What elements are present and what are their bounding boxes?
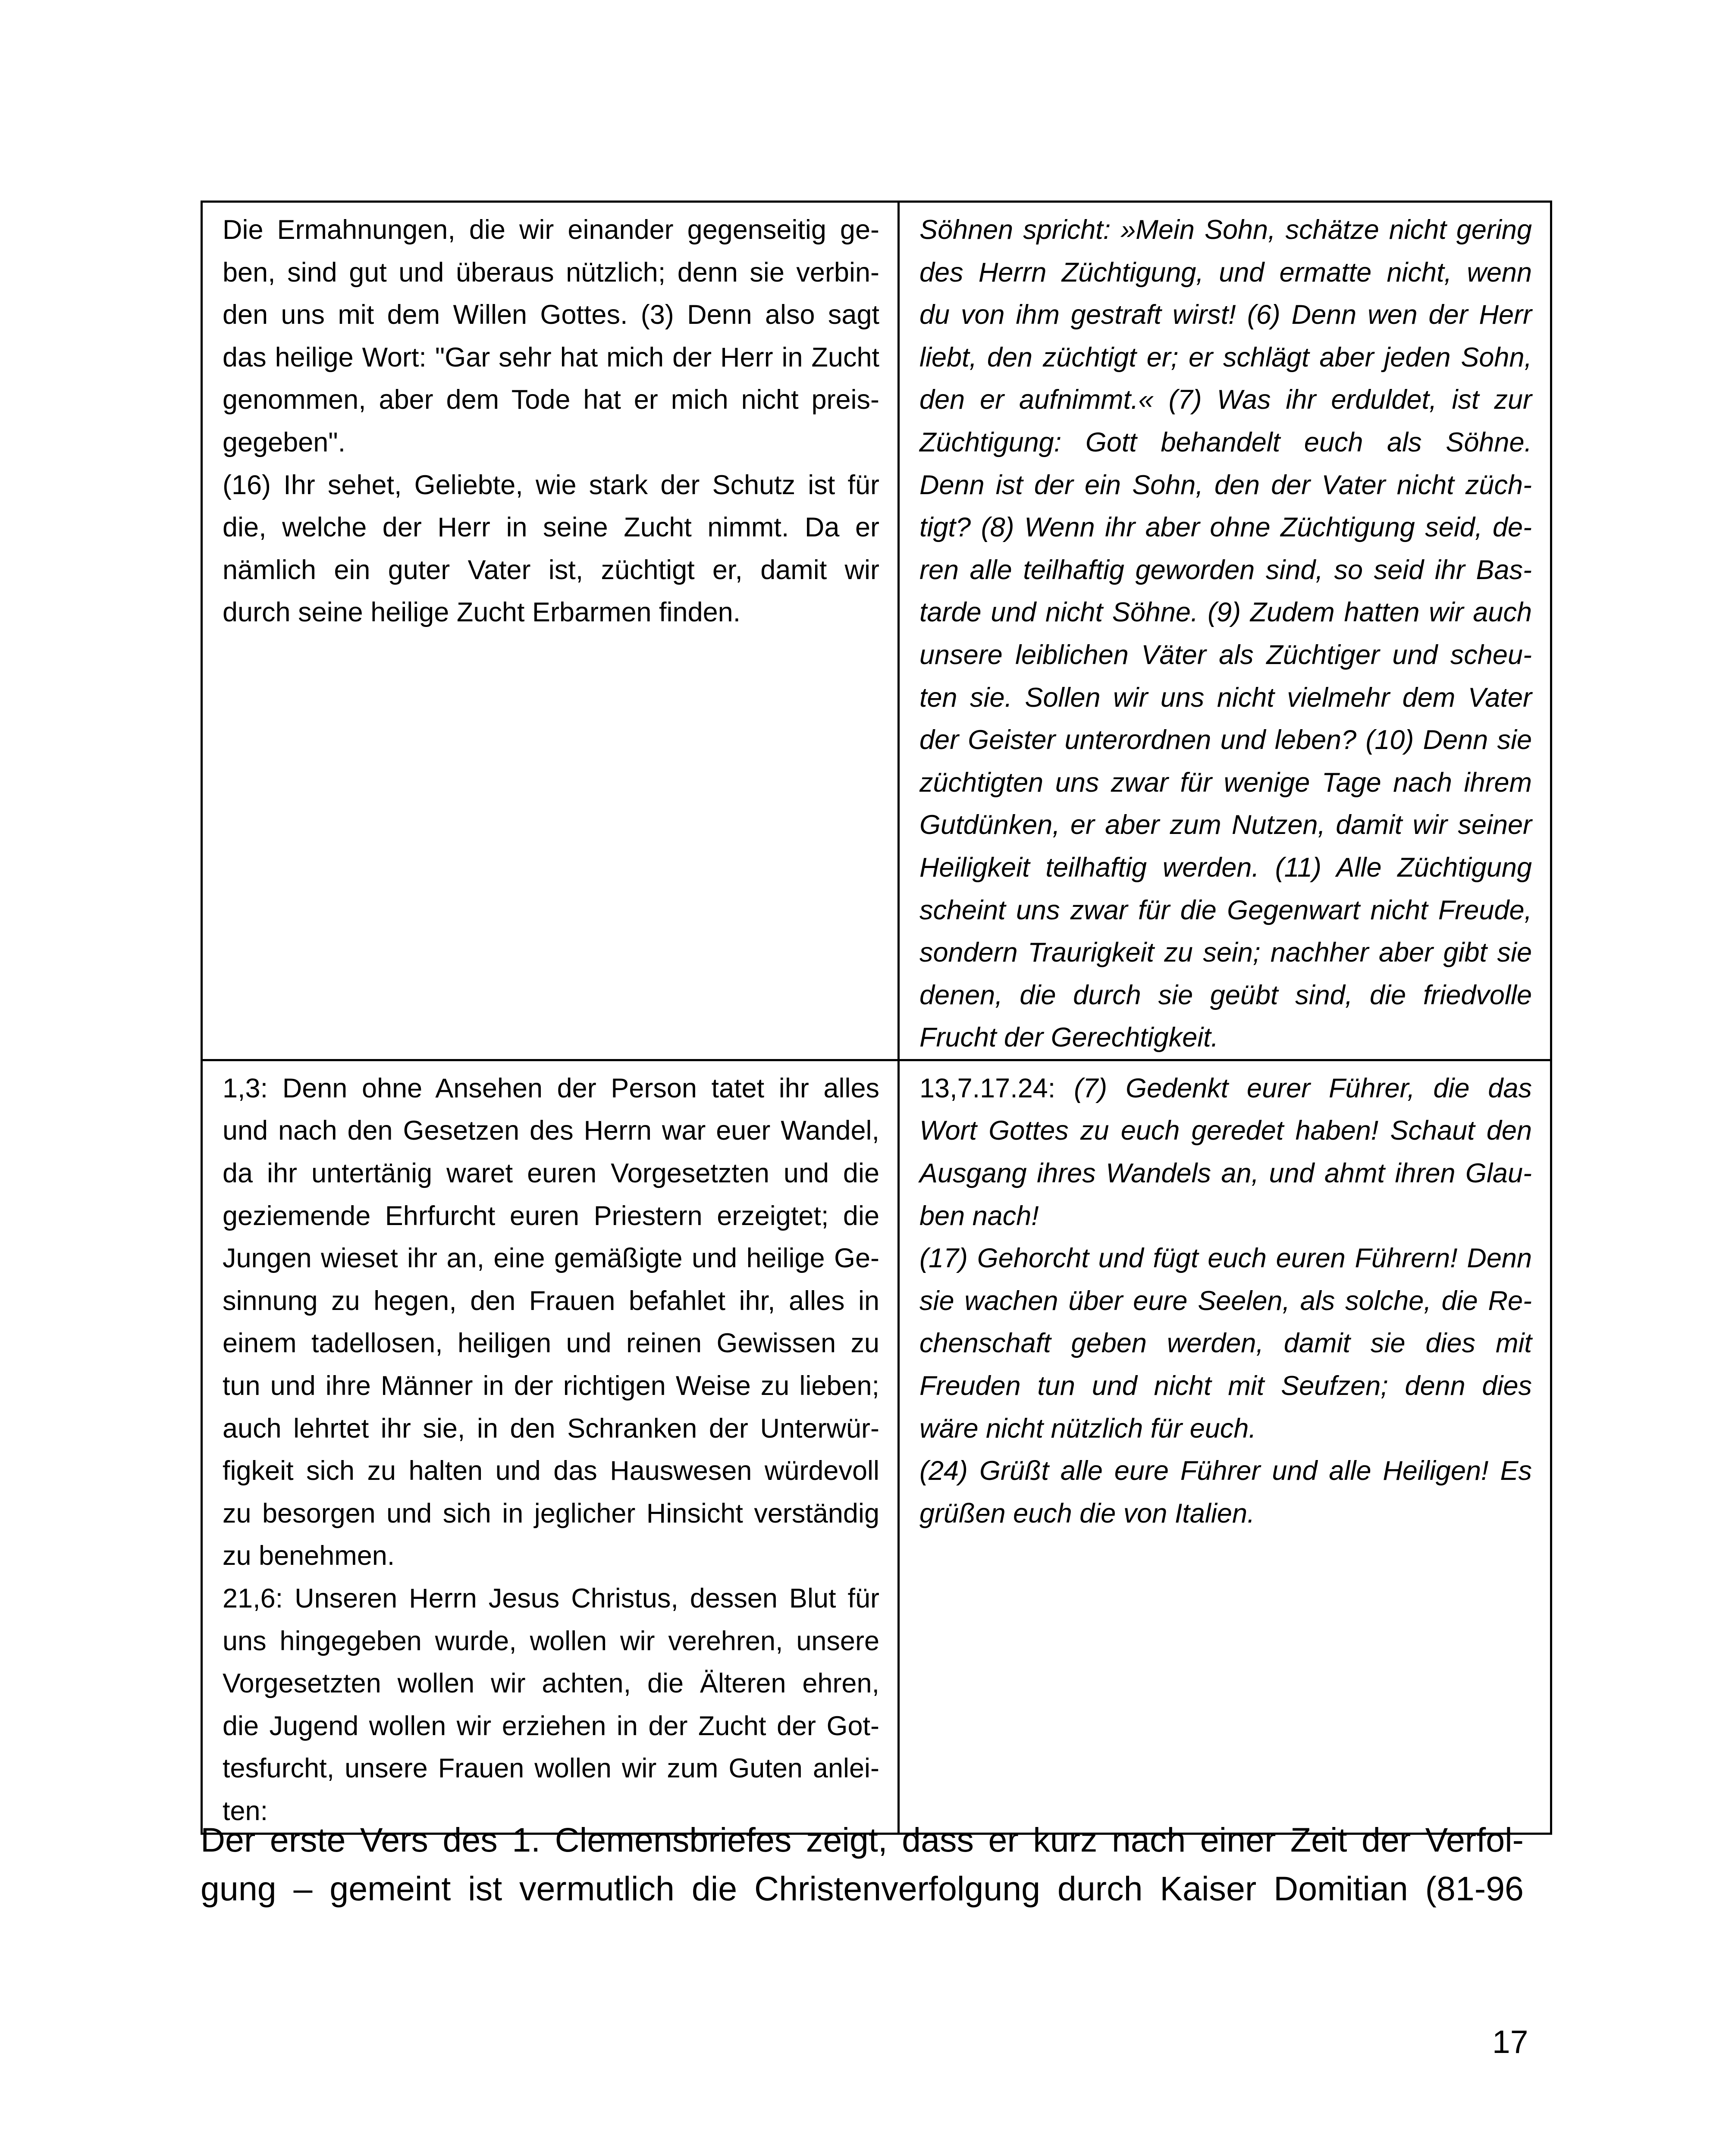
hebrews-text-cell [899, 202, 1551, 1060]
text-line: ben nach! [919, 1200, 1039, 1231]
text-line: den uns mit dem Willen Gottes. (3) Denn also sagt [223, 300, 879, 330]
text-line [919, 1067, 1532, 1110]
text-line: das heilige Wort: "Gar sehr hat mich der Herr in Zucht [223, 342, 879, 373]
text-line: Die Ermahnungen, die wir einander gegenseitig ge- [223, 215, 879, 245]
text-line: ren alle teilhaftig geworden sind, so seid ihr Bas- [919, 555, 1532, 585]
text-line: ten sie. Sollen wir uns nicht vielmehr dem Vater [919, 682, 1532, 713]
text-line: Vorgesetzten wollen wir achten, die Älteren ehren, [223, 1668, 879, 1699]
text-line: Söhnen spricht: »Mein Sohn, schätze nicht gering [919, 215, 1532, 245]
text-line: grüßen euch die von Italien. [919, 1498, 1255, 1529]
text-line: (17) Gehorcht und fügt euch euren Führern! Denn [919, 1243, 1532, 1274]
text-line: Gutdünken, er aber zum Nutzen, damit wir seiner [919, 810, 1532, 840]
text-line: Züchtigung: Gott behandelt euch als Söhne. [919, 427, 1532, 458]
text-line: (16) Ihr sehet, Geliebte, wie stark der Schutz ist für [223, 470, 879, 500]
text-line: die Jugend wollen wir erziehen in der Zucht der Got- [223, 1711, 879, 1741]
text-line: zu besorgen und sich in jeglicher Hinsicht verständig [223, 1498, 879, 1529]
text-line: zu benehmen. [223, 1541, 395, 1571]
text-line: du von ihm gestraft wirst! (6) Denn wen der Herr [919, 300, 1532, 330]
clement-text-cell [202, 202, 899, 1060]
text-line: die, welche der Herr in seine Zucht nimmt. Da er [223, 512, 879, 543]
text-line: sinnung zu hegen, den Frauen befahlet ihr, alles in [223, 1285, 879, 1316]
text-line: des Herrn Züchtigung, und ermatte nicht, wenn [919, 257, 1532, 288]
text-line: Ausgang ihres Wandels an, und ahmt ihren Glau- [919, 1158, 1532, 1189]
text-line: unsere leiblichen Väter als Züchtiger und scheu- [919, 639, 1532, 670]
text-line: nämlich ein guter Vater ist, züchtigt er, damit wir [223, 555, 879, 585]
verse-reference: 13,7.17.24: [919, 1073, 1056, 1103]
text-line: sie wachen über eure Seelen, als solche, die Re- [919, 1285, 1532, 1316]
page-number: 17 [1492, 2024, 1528, 2060]
text-line: genommen, aber dem Tode hat er mich nicht preis- [223, 385, 879, 415]
text-line: uns hingegeben wurde, wollen wir verehren, unsere [223, 1626, 879, 1656]
text-line: gegeben". [223, 427, 346, 458]
text-line: Wort Gottes zu euch geredet haben! Schaut den [919, 1116, 1532, 1146]
text-line: züchtigten uns zwar für wenige Tage nach ihrem [919, 767, 1532, 798]
text-line: wäre nicht nützlich für euch. [919, 1413, 1256, 1444]
text-line: gung – gemeint ist vermutlich die Christenverfolgung durch Kaiser Domitian (81-96 [201, 1869, 1524, 1908]
text-line: und nach den Gesetzen des Herrn war euer Wandel, [223, 1116, 879, 1146]
text-line: Der erste Vers des 1. Clemensbriefes zeigt, dass er kurz nach einer Zeit der Verfol- [201, 1821, 1524, 1859]
text-line: liebt, den züchtigt er; er schlägt aber jeden Sohn, [919, 342, 1532, 373]
text-line: den er aufnimmt.« (7) Was ihr erduldet, ist zur [919, 385, 1532, 415]
text-line: sondern Traurigkeit zu sein; nachher aber gibt sie [919, 937, 1532, 968]
clement-text-cell [202, 1060, 899, 1833]
text-line: Freuden tun und nicht mit Seufzen; denn dies [919, 1371, 1532, 1401]
text-line: 1,3: Denn ohne Ansehen der Person tatet ihr alles [223, 1073, 879, 1103]
text-line: figkeit sich zu halten und das Hauswesen würdevoll [223, 1456, 879, 1486]
text-line: tigt? (8) Wenn ihr aber ohne Züchtigung seid, de- [919, 512, 1532, 543]
text-line: geziemende Ehrfurcht euren Priestern erzeigtet; die [223, 1200, 879, 1231]
text-line: chenschaft geben werden, damit sie dies mit [919, 1328, 1532, 1359]
text-line: Denn ist der ein Sohn, den der Vater nicht züch- [919, 470, 1532, 500]
text-line: Heiligkeit teilhaftig werden. (11) Alle Züchtigung [919, 852, 1532, 883]
text-line: tesfurcht, unsere Frauen wollen wir zum Guten anlei- [223, 1753, 879, 1784]
text-line: Frucht der Gerechtigkeit. [919, 1022, 1219, 1053]
table-row [202, 1060, 1551, 1833]
text-line: da ihr untertänig waret euren Vorgesetzten und die [223, 1158, 879, 1189]
text-line: denen, die durch sie geübt sind, die friedvolle [919, 980, 1532, 1010]
text-line: (24) Grüßt alle eure Führer und alle Heiligen! Es [919, 1456, 1532, 1486]
text-line: scheint uns zwar für die Gegenwart nicht Freude, [919, 895, 1532, 925]
comparison-table [201, 201, 1552, 1835]
text-line: 21,6: Unseren Herrn Jesus Christus, dessen Blut für [223, 1583, 879, 1614]
text-line: Jungen wieset ihr an, eine gemäßigte und heilige Ge- [223, 1243, 879, 1274]
text-line: tarde und nicht Söhne. (9) Zudem hatten wir auch [919, 597, 1532, 628]
text-line: der Geister unterordnen und leben? (10) Denn sie [919, 725, 1532, 755]
text-line: durch seine heilige Zucht Erbarmen finden. [223, 597, 741, 628]
text-line: ten: [223, 1796, 268, 1826]
hebrews-text-cell [899, 1060, 1551, 1833]
body-paragraph [201, 1815, 1524, 1913]
text-line: einem tadellosen, heiligen und reinen Gewissen zu [223, 1328, 879, 1359]
text-line: ben, sind gut und überaus nützlich; denn sie verbin- [223, 257, 879, 288]
text-line: tun und ihre Männer in der richtigen Weise zu lieben; [223, 1371, 879, 1401]
table-row [202, 202, 1551, 1060]
text-line: auch lehrtet ihr sie, in den Schranken der Unterwür- [223, 1413, 879, 1444]
verse-text: (7) Gedenkt eurer Führer, die das [1074, 1073, 1532, 1103]
